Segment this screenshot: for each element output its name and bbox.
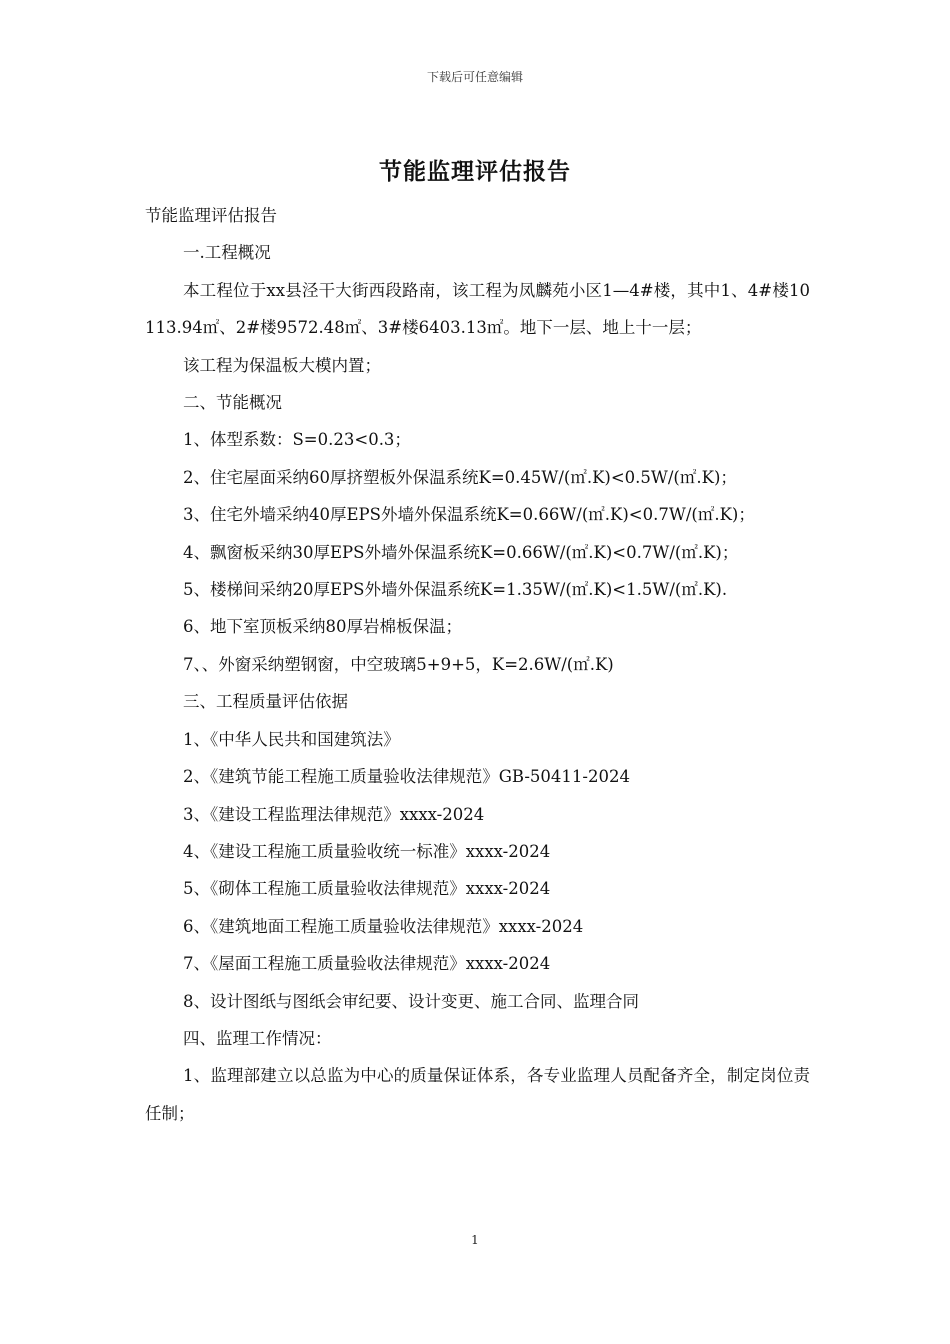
subtitle-paragraph: 节能监理评估报告 <box>145 206 277 225</box>
list-item-energy-4: 4、飘窗板采纳30厚EPS外墙外保温系统K=0.66W/(㎡.K)<0.7W/(㎡.K)； <box>183 542 739 562</box>
list-item-energy-3: 3、住宅外墙采纳40厚EPS外墙外保温系统K=0.66W/(㎡.K)<0.7W/(㎡.K)； <box>183 505 755 525</box>
list-item-energy-6: 6、地下室顶板采纳80厚岩棉板保温； <box>183 617 462 637</box>
section-heading-supervision: 四、监理工作情况： <box>183 1028 332 1048</box>
section-heading-energy: 二、节能概况 <box>183 393 282 413</box>
list-item-basis-3: 3、《建设工程监理法律规范》xxxx-2024 <box>183 804 485 824</box>
list-item-basis-4: 4、《建设工程施工质量验收统一标准》xxxx-2024 <box>183 841 551 861</box>
paragraph-insulation-method: 该工程为保温板大模内置； <box>183 355 381 375</box>
list-item-energy-5: 5、楼梯间采纳20厚EPS外墙外保温系统K=1.35W/(㎡.K)<1.5W/(㎡.K). <box>183 580 728 600</box>
list-item-basis-2: 2、《建筑节能工程施工质量验收法律规范》GB-50411-2024 <box>183 767 630 787</box>
page-number: 1 <box>471 1233 479 1247</box>
list-item-basis-6: 6、《建筑地面工程施工质量验收法律规范》xxxx-2024 <box>183 916 584 936</box>
header-note: 下载后可任意编辑 <box>426 70 523 84</box>
paragraph-project-location: 本工程位于xx县泾干大街西段路南，该工程为凤麟苑小区1—4#楼，其中1、4#楼10113.94㎡、2#楼9572.48㎡、3#楼6403.13㎡。地下一层、地上十一层； <box>145 280 810 338</box>
list-item-supervision-1: 1、监理部建立以总监为中心的质量保证体系，各专业监理人员配备齐全，制定岗位责任制； <box>145 1066 810 1123</box>
section-heading-basis: 三、工程质量评估依据 <box>183 692 348 712</box>
document-body <box>145 197 810 1132</box>
list-item-basis-8: 8、设计图纸与图纸会审纪要、设计变更、施工合同、监理合同 <box>183 991 639 1011</box>
list-item-energy-2: 2、住宅屋面采纳60厚挤塑板外保温系统K=0.45W/(㎡.K)<0.5W/(㎡.K)； <box>183 467 737 487</box>
document-title: 节能监理评估报告 <box>379 158 571 185</box>
list-item-energy-1: 1、体型系数：S=0.23<0.3； <box>183 430 411 450</box>
list-item-basis-7: 7、《屋面工程施工质量验收法律规范》xxxx-2024 <box>183 954 551 974</box>
list-item-basis-5: 5、《砌体工程施工质量验收法律规范》xxxx-2024 <box>183 879 551 899</box>
list-item-basis-1: 1、《中华人民共和国建筑法》 <box>183 729 400 749</box>
list-item-energy-7: 7、、外窗采纳塑钢窗，中空玻璃5+9+5，K=2.6W/(㎡.K) <box>183 654 614 674</box>
section-heading-overview: 一.工程概况 <box>183 243 271 263</box>
